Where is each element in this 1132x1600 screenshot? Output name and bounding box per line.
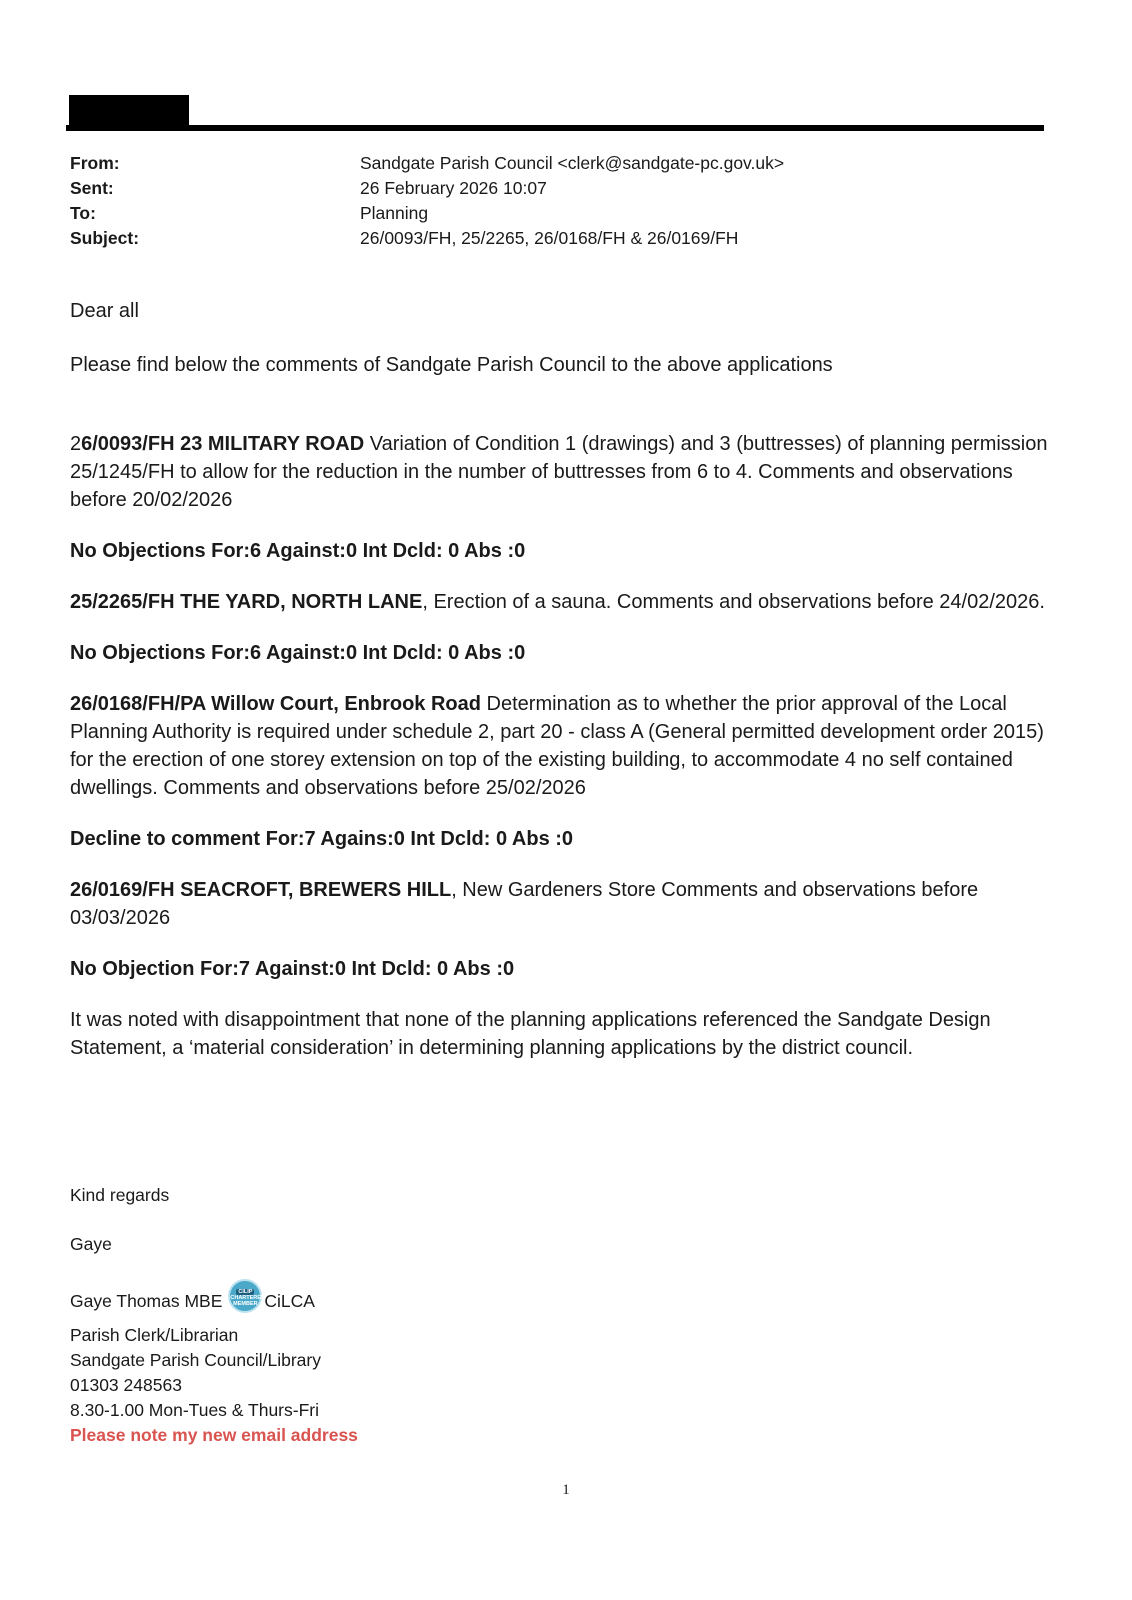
vote-result: Decline to comment For:7 Agains:0 Int Dcld: 0 Abs :0 <box>70 828 574 850</box>
intro-paragraph: Please find below the comments of Sandgate Parish Council to the above applications <box>70 354 833 376</box>
application-desc: Variation of Condition 1 (drawings) and 3 (buttresses) of planning permission 25/1245/FH to allow for the reduction in the number of buttresses from 6 to 4. Comments and observations before 20/02/2026 <box>70 433 1048 511</box>
application-ref: 6/0093/FH 23 MILITARY ROAD <box>81 433 365 455</box>
from-label: From: <box>70 153 120 173</box>
email-change-note: Please note my new email address <box>70 1425 358 1445</box>
signer-title: Parish Clerk/Librarian <box>70 1325 239 1345</box>
signer-postnominal: CiLCA <box>264 1291 315 1311</box>
closing-note: It was noted with disappointment that none of the planning applications referenced the Sandgate Design Statement, a ‘material consideration’ in determining planning applications by the district council. <box>70 1009 991 1059</box>
subject-value: 26/0093/FH, 25/2265, 26/0168/FH & 26/0169/FH <box>360 228 739 248</box>
item-lead: 2 <box>70 433 82 455</box>
signer-name: Gaye Thomas MBE <box>70 1291 223 1311</box>
header-rule <box>66 125 1044 131</box>
sent-value: 26 February 2026 10:07 <box>360 178 547 198</box>
signer-phone: 01303 248563 <box>70 1375 182 1395</box>
to-value: Planning <box>360 203 429 223</box>
application-ref: 25/2265/FH THE YARD, NORTH LANE <box>70 591 423 613</box>
subject-label: Subject: <box>70 228 140 248</box>
page-number: 1 <box>562 1482 570 1498</box>
vote-result: No Objections For:6 Against:0 Int Dcld: 0 Abs :0 <box>70 540 526 562</box>
from-value: Sandgate Parish Council <clerk@sandgate-pc.gov.uk> <box>360 153 785 173</box>
email-body <box>70 297 1060 1062</box>
application-item <box>70 690 1060 802</box>
greeting: Dear all <box>70 300 139 322</box>
vote-result: No Objections For:6 Against:0 Int Dcld: 0 Abs :0 <box>70 642 526 664</box>
application-ref: 26/0168/FH/PA Willow Court, Enbrook Road <box>70 693 481 715</box>
email-header <box>70 151 1030 251</box>
signature-block <box>70 1183 358 1448</box>
to-row <box>70 201 1030 226</box>
to-label: To: <box>70 203 96 223</box>
application-item <box>70 430 1060 514</box>
application-item <box>70 588 1060 616</box>
application-desc: , Erection of a sauna. Comments and observations before 24/02/2026. <box>422 591 1045 613</box>
application-ref: 26/0169/FH SEACROFT, BREWERS HILL <box>70 879 452 901</box>
signer-name-line <box>70 1289 358 1323</box>
signer-hours: 8.30-1.00 Mon-Tues & Thurs-Fri <box>70 1400 319 1420</box>
application-desc: Determination as to whether the prior approval of the Local Planning Authority is required under schedule 2, part 20 - class A (General permitted development order 2015) for the erection of one storey extension on top of the existing building, to accommodate 4 no self contained dwellings. Comments and observations before 25/02/2026 <box>70 693 1044 799</box>
signer-org: Sandgate Parish Council/Library <box>70 1350 321 1370</box>
closing-line: Kind regards <box>70 1185 170 1205</box>
cilip-badge-icon: CILIP CHARTERED MEMBER <box>228 1279 262 1313</box>
redaction-block <box>69 95 189 127</box>
application-item <box>70 876 1060 932</box>
signer-first-name: Gaye <box>70 1234 112 1254</box>
subject-row <box>70 226 1030 251</box>
vote-result: No Objection For:7 Against:0 Int Dcld: 0 Abs :0 <box>70 958 515 980</box>
sent-row <box>70 176 1030 201</box>
application-desc: , New Gardeners Store Comments and observations before 03/03/2026 <box>70 879 979 929</box>
sent-label: Sent: <box>70 178 114 198</box>
from-row <box>70 151 1030 176</box>
